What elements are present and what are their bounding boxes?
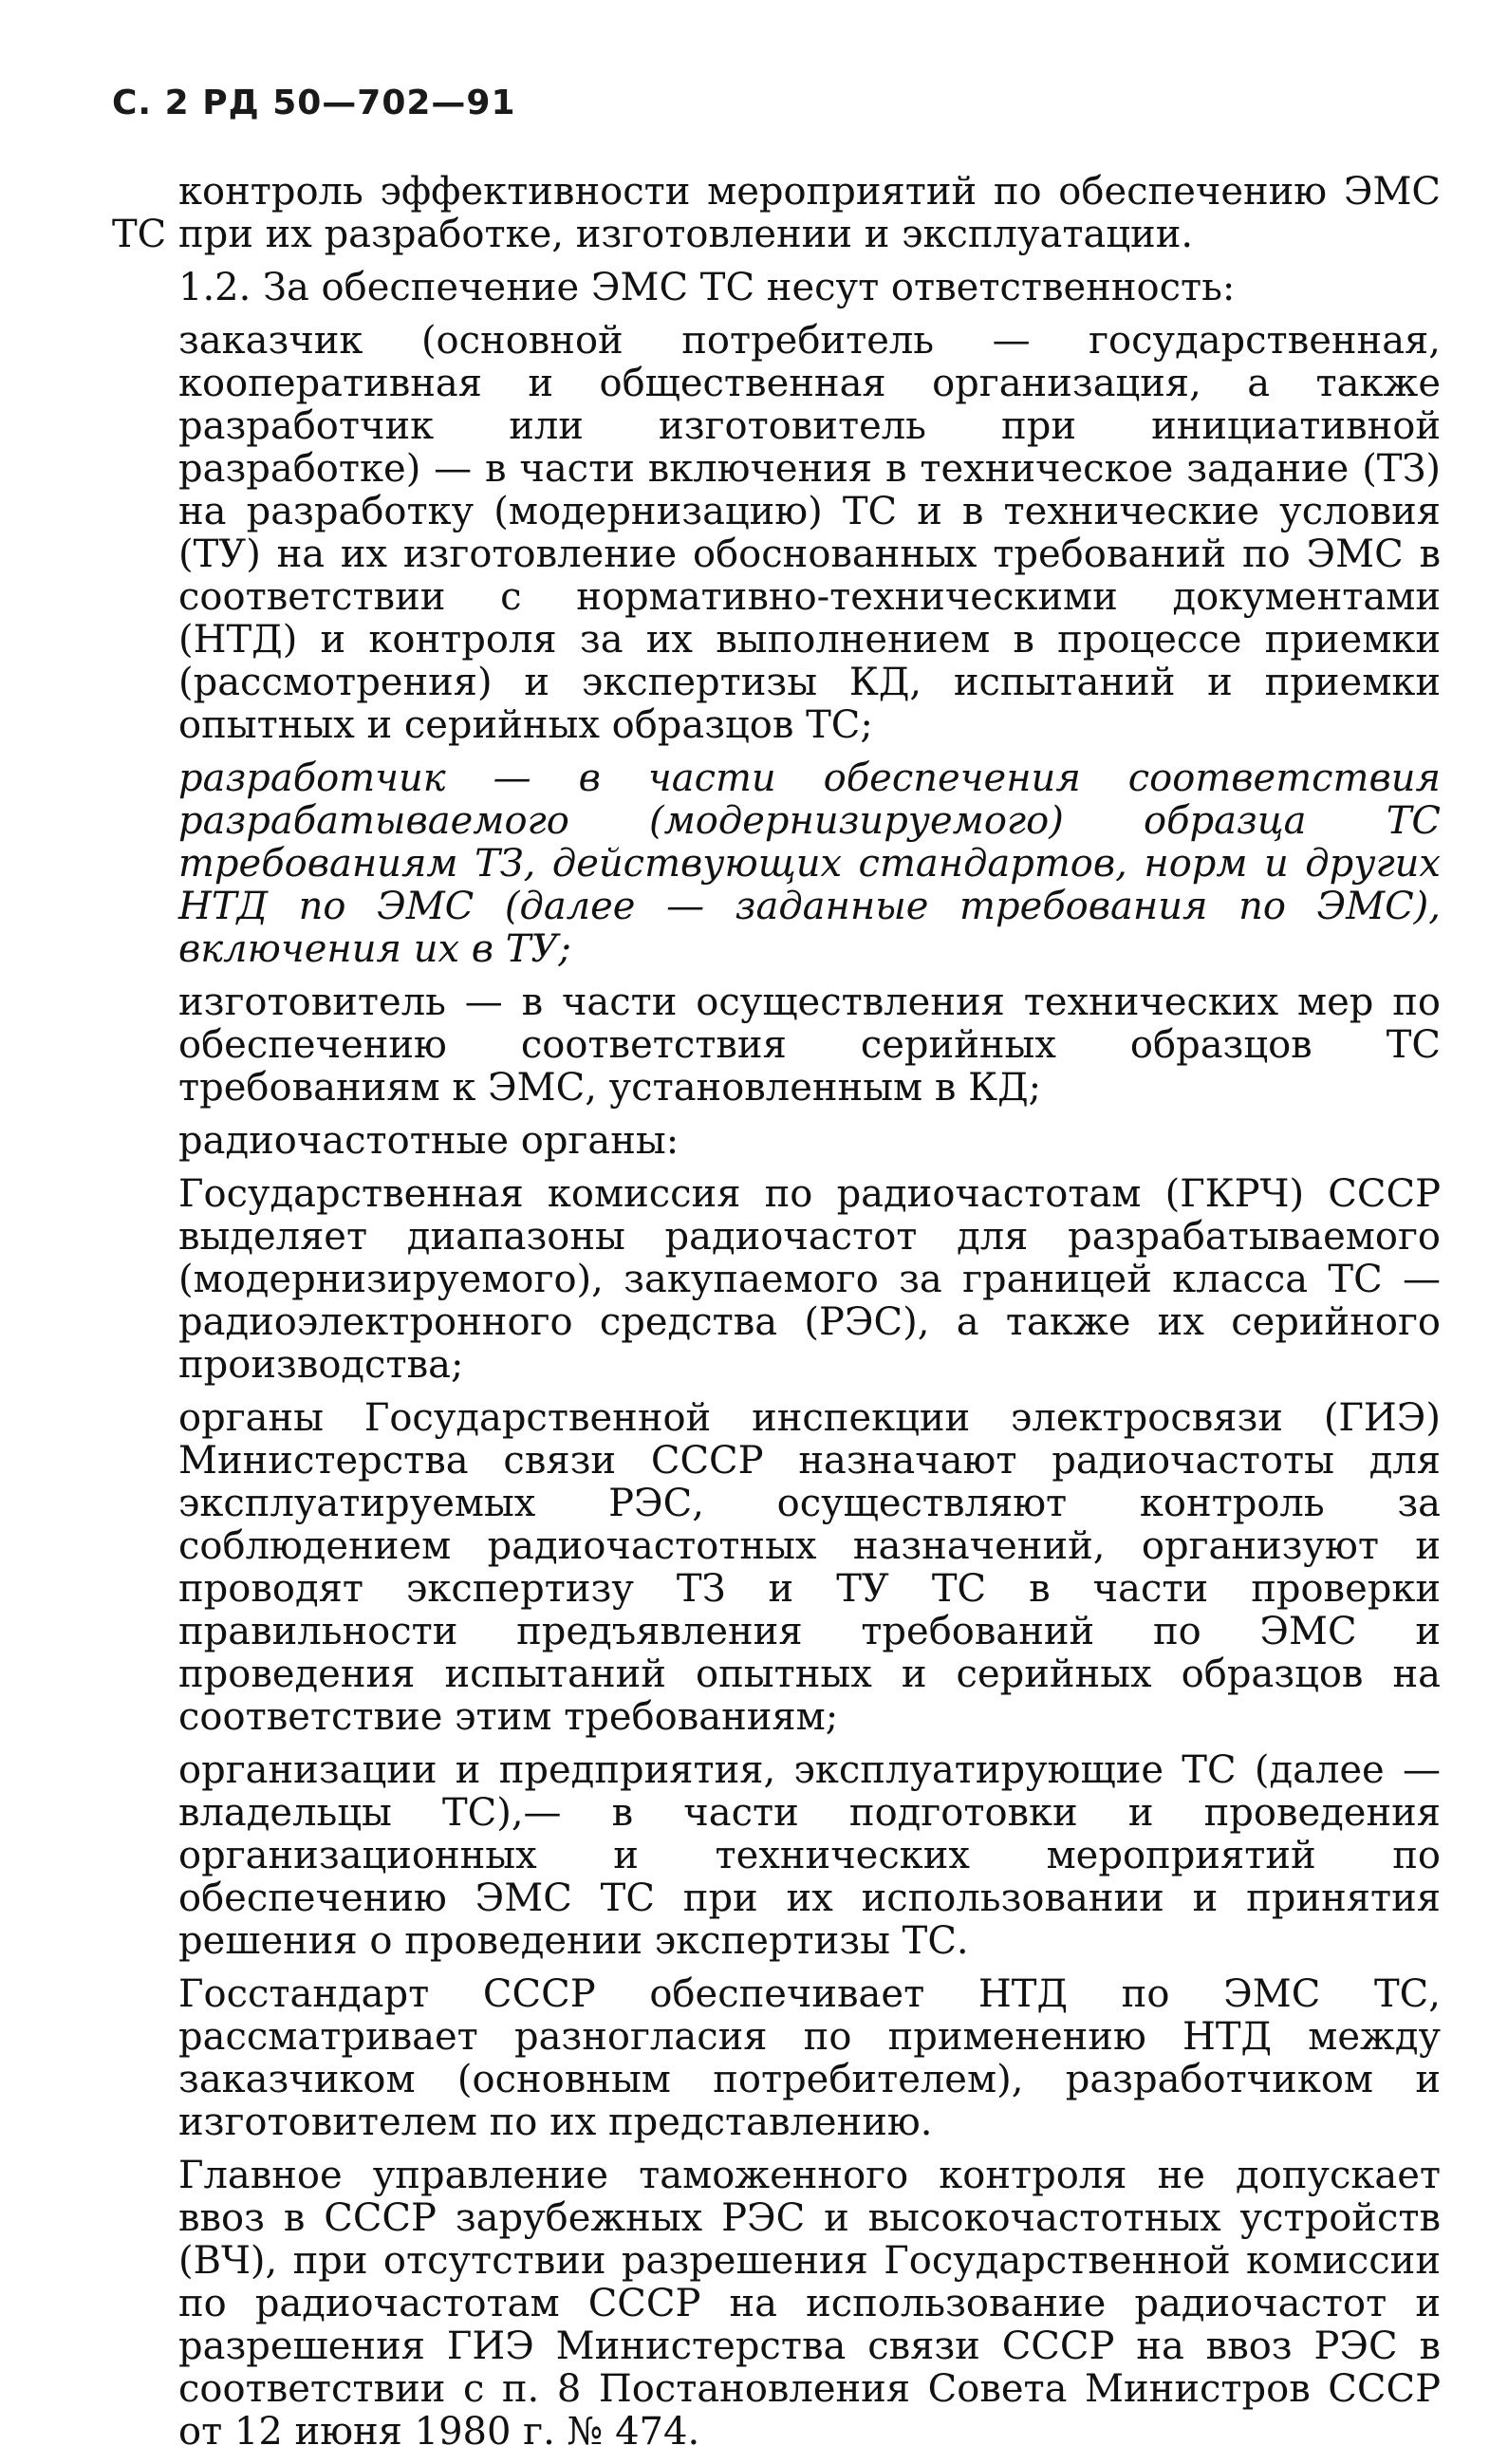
body-text: [112, 170, 1441, 2464]
page-header: С. 2 РД 50—702—91: [112, 84, 516, 122]
paragraph-radio-bodies: радиочастотные органы:: [178, 1119, 680, 1163]
paragraph-gie: органы Государственной инспекции электросвязи (ГИЭ) Министерства связи СССР назначают радиочастоты для эксплуатируемых РЭС, осуществляют контроль за соблюдением радиочастотных назначений, организуют и проводят экспертизу ТЗ и ТУ ТС в части проверки правильности предъявления требований по ЭМС и проведения испытаний опытных и серийных образцов на соответствие этим требованиям;: [178, 1396, 1441, 1739]
paragraph-manufacturer: изготовитель — в части осуществления технических мер по обеспечению соответствия серийных образцов ТС требованиям к ЭМС, установленным в КД;: [178, 980, 1441, 1110]
paragraph-clause-1-2: 1.2. За обеспечение ЭМС ТС несут ответственность:: [178, 266, 1236, 309]
paragraph-customer: заказчик (основной потребитель — государственная, кооперативная и общественная организация, а также разработчик или изготовитель при инициативной разработке) — в части включения в техническое задание (ТЗ) на разработку (модернизацию) ТС и в технические условия (ТУ) на их изготовление обоснованных требований по ЭМС в соответствии с нормативно-техническими документами (НТД) и контроля за их выполнением в процессе приемки (рассмотрения) и экспертизы КД, испытаний и приемки опытных и серийных образцов ТС;: [178, 319, 1441, 747]
paragraph-developer: разработчик — в части обеспечения соответствия разрабатываемого (модернизируемого) образца ТС требованиям ТЗ, действующих стандартов, норм и других НТД по ЭМС (далее — заданные требования по ЭМС), включения их в ТУ;: [178, 756, 1441, 971]
paragraph-continuation: контроль эффективности мероприятий по обеспечению ЭМС ТС при их разработке, изготовлении и эксплуатации.: [112, 170, 1441, 256]
paragraph-gkrch: Государственная комиссия по радиочастотам (ГКРЧ) СССР выделяет диапазоны радиочастот для разрабатываемого (модернизируемого), закупаемого за границей класса ТС — радиоэлектронного средства (РЭС), а также их серийного производства;: [178, 1172, 1441, 1387]
paragraph-gosstandart: Госстандарт СССР обеспечивает НТД по ЭМС ТС, рассматривает разногласия по применению НТД между заказчиком (основным потребителем), разработчиком и изготовителем по их представлению.: [178, 1972, 1441, 2144]
paragraph-operators: организации и предприятия, эксплуатирующие ТС (далее — владельцы ТС),— в части подготовки и проведения организационных и технических мероприятий по обеспечению ЭМС ТС при их использовании и принятия решения о проведении экспертизы ТС.: [178, 1748, 1441, 1963]
paragraph-customs: Главное управление таможенного контроля не допускает ввоз в СССР зарубежных РЭС и высокочастотных устройств (ВЧ), при отсутствии разрешения Государственной комиссии по радиочастотам СССР на использование радиочастот и разрешения ГИЭ Министерства связи СССР на ввоз РЭС в соответствии с п. 8 Постановления Совета Министров СССР от 12 июня 1980 г. № 474.: [178, 2154, 1441, 2454]
